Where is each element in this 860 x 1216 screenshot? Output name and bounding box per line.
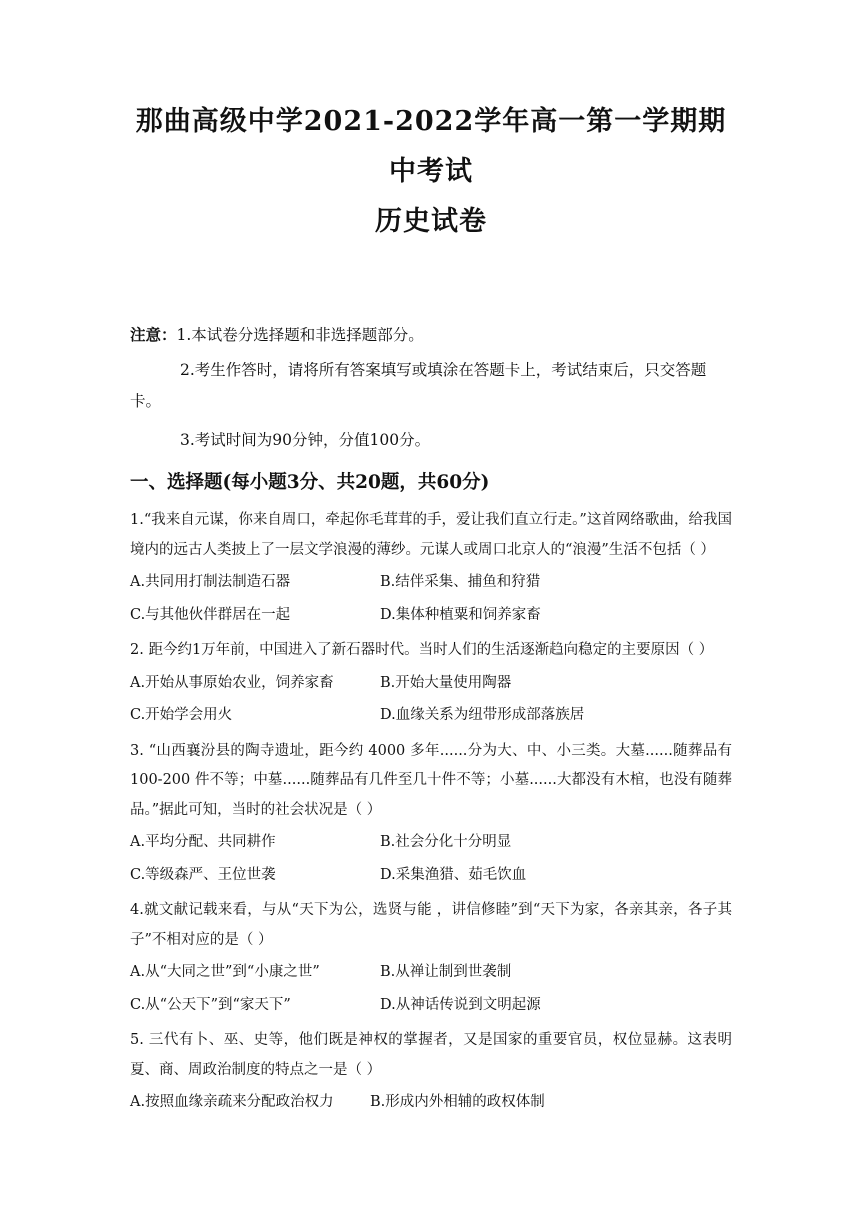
options-row bbox=[130, 958, 732, 988]
section-heading: 一、选择题(每小题3分、共20题，共60分) bbox=[130, 472, 490, 493]
question-stem: 2. 距今约1万年前，中国进入了新石器时代。当时人们的生活逐渐趋向稳定的主要原因（ ） bbox=[130, 642, 714, 658]
option-a: A.共同用打制法制造石器 bbox=[130, 574, 291, 590]
option-b: B.从禅让制到世袭制 bbox=[380, 964, 512, 980]
options-row bbox=[130, 828, 732, 858]
question-stem: 1.“我来自元谋，你来自周口，牵起你毛茸茸的手，爱让我们直立行走。”这首网络歌曲，给我国境内的远古人类披上了一层文学浪漫的薄纱。元谋人或周口北京人的“浪漫”生活不包括（ ） bbox=[130, 512, 732, 558]
option-d: D.从神话传说到文明起源 bbox=[380, 996, 541, 1013]
notice-item-3: 3.考试时间为90分钟，分值100分。 bbox=[180, 431, 431, 449]
exam-title: 那曲高级中学2021-2022学年高一第一学期期中考试 bbox=[135, 106, 727, 187]
question-stem: 3. “山西襄汾县的陶寺遗址，距今约 4000 多年......分为大、中、小三类。大墓......随葬品有 100-200 件不等；中墓......随葬品有几件至几十件不等；小墓......大都没有木棺，也没有随葬品。”据此可知，当时的社会状况是（ ） bbox=[130, 742, 732, 818]
options-row bbox=[130, 669, 732, 699]
notice-item-1-text: 1.本试卷分选择题和非选择题部分。 bbox=[176, 326, 424, 344]
option-a: A.开始从事原始农业，饲养家畜 bbox=[130, 674, 334, 691]
option-a: A.按照血缘亲疏来分配政治权力 bbox=[130, 1094, 334, 1110]
question-3 bbox=[130, 737, 732, 891]
option-d: D.采集渔猎、茹毛饮血 bbox=[380, 866, 527, 883]
options-row bbox=[130, 991, 732, 1021]
option-c: C.开始学会用火 bbox=[130, 707, 233, 723]
option-b: B.形成内外相辅的政权体制 bbox=[370, 1094, 545, 1110]
question-4 bbox=[130, 896, 732, 1020]
option-a: A.从“大同之世”到“小康之世” bbox=[130, 964, 320, 980]
notice-item-2: 2.考生作答时，请将所有答案填写或填涂在答题卡上，考试结束后，只交答题卡。 bbox=[130, 361, 707, 410]
options-row bbox=[130, 568, 732, 598]
options-row bbox=[130, 601, 732, 631]
options-row bbox=[130, 1088, 732, 1118]
exam-subject: 历史试卷 bbox=[375, 206, 487, 237]
options-row bbox=[130, 701, 732, 731]
option-c: C.与其他伙伴群居在一起 bbox=[130, 606, 291, 623]
options-row bbox=[130, 861, 732, 891]
notice-label: 注意： bbox=[130, 325, 177, 344]
option-d: D.血缘关系为纽带形成部落族居 bbox=[380, 707, 585, 723]
question-stem: 5. 三代有卜、巫、史等，他们既是神权的掌握者，又是国家的重要官员，权位显赫。这表明夏、商、周政治制度的特点之一是（ ） bbox=[130, 1032, 732, 1078]
option-a: A.平均分配、共同耕作 bbox=[130, 834, 276, 850]
option-b: B.社会分化十分明显 bbox=[380, 834, 512, 850]
question-stem: 4.就文献记载来看，与从“天下为公，选贤与能 ，讲信修睦”到“天下为家，各亲其亲，各子其子”不相对应的是（ ） bbox=[130, 902, 732, 948]
option-b: B.开始大量使用陶器 bbox=[380, 674, 512, 691]
notice-item-1 bbox=[130, 319, 732, 351]
question-1 bbox=[130, 506, 732, 630]
notice-block bbox=[130, 319, 732, 456]
option-c: C.从“公天下”到“家天下” bbox=[130, 996, 291, 1013]
question-5 bbox=[130, 1026, 732, 1118]
option-c: C.等级森严、王位世袭 bbox=[130, 866, 276, 883]
question-2 bbox=[130, 636, 732, 731]
option-b: B.结伴采集、捕鱼和狩猎 bbox=[380, 574, 541, 590]
option-d: D.集体种植粟和饲养家畜 bbox=[380, 606, 541, 623]
